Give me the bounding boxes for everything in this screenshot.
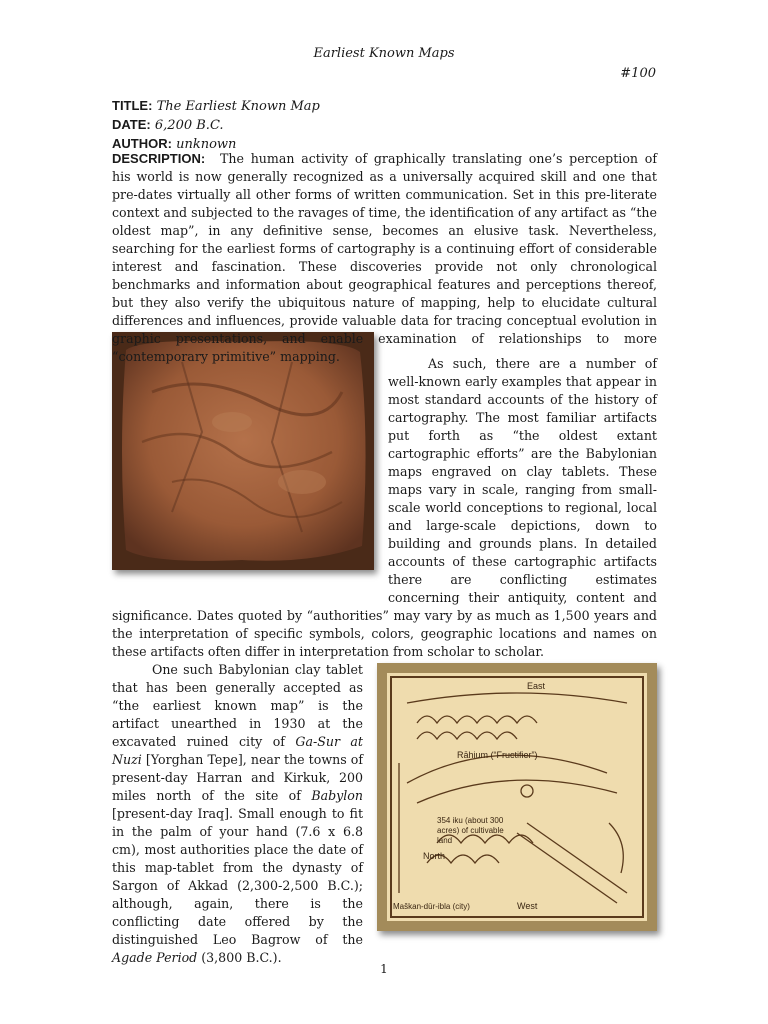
description-continued bbox=[112, 355, 657, 967]
description-label: DESCRIPTION: bbox=[112, 151, 206, 166]
p3-text-a: One such Babylonian clay tablet that has been generally accepted as “the earliest known map” is the artifact unearthed in 1930 at the excavated ruined city of bbox=[112, 662, 363, 749]
p3-place-gasur: Ga-Sur at Nuzi bbox=[112, 734, 363, 767]
map-label-north: North bbox=[423, 851, 446, 861]
p3-place-babylon: Babylon bbox=[311, 788, 363, 803]
description-paragraph-2: As such, there are a number of well-known early examples that appear in most standard accounts of the history of cartography. The most familiar artifacts put forth as “the oldest extant cartographic efforts” are the Babylonian maps engraved on clay tablets. These maps vary in scale, ranging from small-scale world conceptions to regional, local and large-scale depictions, down to building and grounds plans. In detailed accounts of these cartographic artifacts there are conflicting estimates concerning their antiquity, content and significance. Dates quoted by “authorities” may vary by as much as 1,500 years and the interpretation of specific symbols, colors, geographic locations and names on these artifacts often differ in interpretation from scholar to scholar. bbox=[112, 356, 657, 659]
running-title: Earliest Known Maps bbox=[313, 46, 455, 61]
author-label: AUTHOR: bbox=[112, 136, 172, 151]
p3-text-d: (3,800 B.C.). bbox=[197, 950, 282, 965]
p3-text-c: [present-day Iraq]. Small enough to fit in the palm of your hand (7.6 x 6.8 cm), most authorities place the date of this map-tablet from the dynasty of Sargon of Akkad (2,300-2,500 B.C.); although, again, there is the conflicting date offered by the distinguished Leo Bagrow of the bbox=[112, 806, 363, 947]
map-label-iku-2: acres) of cultivable bbox=[437, 826, 504, 835]
document-number: #100 bbox=[620, 66, 656, 81]
map-label-west: West bbox=[517, 901, 538, 911]
metadata-block bbox=[112, 97, 657, 154]
date-line bbox=[112, 116, 657, 135]
author-value: unknown bbox=[176, 137, 237, 152]
page-number: 1 bbox=[380, 962, 388, 976]
map-label-rahium: Rāhium (“Fructifier”) bbox=[457, 750, 538, 760]
date-value: 6,200 B.C. bbox=[154, 118, 224, 133]
date-label: DATE: bbox=[112, 117, 151, 132]
p3-text-b: [Yorghan Tepe], near the towns of present-day Harran and Kirkuk, 200 miles north of the site of bbox=[112, 752, 363, 803]
p3-period: Agade Period bbox=[112, 950, 198, 965]
map-label-east: East bbox=[527, 681, 546, 691]
title-line bbox=[112, 97, 657, 116]
title-value: The Earliest Known Map bbox=[156, 99, 320, 114]
description-paragraph-1: The human activity of graphically translating one’s perception of his world is now generally recognized as a universally acquired skill and one that pre-dates virtually all other forms of written communication. Set in this pre-literate context and subjected to the ravages of time, the identification of any artifact as “the oldest map”, in any definitive sense, becomes an elusive task. Nevertheless, searching for the earliest forms of cartography is a continuing effort of considerable interest and fascination. These discoveries provide not only chronological benchmarks and information about geographical features and perceptions thereof, but they also verify the ubiquitous nature of mapping, help to elucidate cultural differences and influences, provide valuable data for tracing conceptual evolution in graphic presentations, and enable examination of relationships to more “contemporary primitive” mapping. bbox=[112, 151, 657, 364]
map-drawing-image bbox=[377, 663, 657, 931]
title-label: TITLE: bbox=[112, 98, 153, 113]
map-label-city: Maškan-dūr-ibla (city) bbox=[393, 902, 470, 911]
map-label-iku-1: 354 iku (about 300 bbox=[437, 816, 504, 825]
tablet-map-drawing bbox=[377, 663, 657, 931]
photo-spacer bbox=[112, 355, 388, 593]
map-label-iku-3: land bbox=[437, 836, 453, 845]
